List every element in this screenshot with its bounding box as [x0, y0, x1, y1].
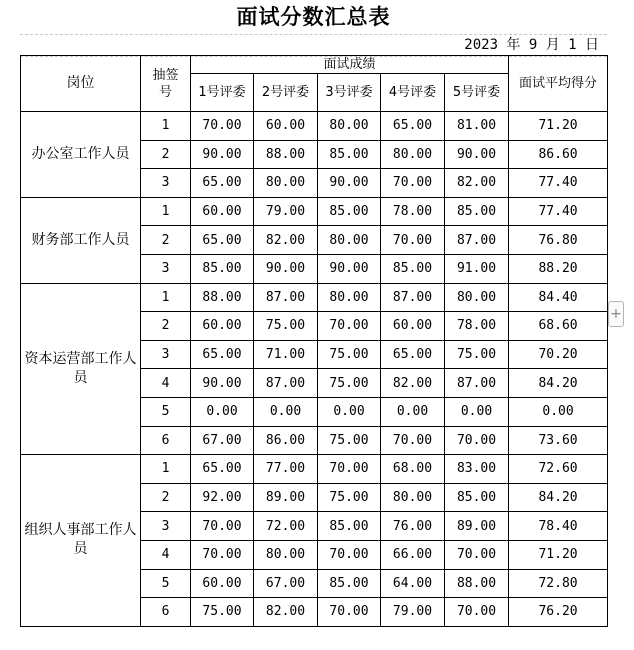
average-cell: 71.20: [509, 540, 608, 569]
lot-cell: 3: [141, 340, 191, 369]
judge-score-cell: 90.00: [318, 169, 381, 198]
judge-score-cell: 77.00: [254, 455, 318, 484]
judge-score-cell: 70.00: [191, 540, 254, 569]
average-cell: 84.40: [509, 283, 608, 312]
score-table: [20, 55, 608, 627]
judge-score-cell: 79.00: [381, 598, 445, 627]
judge-score-cell: 70.00: [445, 426, 509, 455]
position-cell: 组织人事部工作人员: [21, 455, 141, 627]
average-cell: 72.60: [509, 455, 608, 484]
lot-cell: 5: [141, 397, 191, 426]
judge-score-cell: 60.00: [191, 197, 254, 226]
judge-score-cell: 70.00: [191, 512, 254, 541]
judge-score-cell: 87.00: [254, 283, 318, 312]
judge-score-cell: 65.00: [191, 169, 254, 198]
judge-score-cell: 82.00: [254, 598, 318, 627]
judge-score-cell: 88.00: [445, 569, 509, 598]
header-judge-3: 3号评委: [318, 74, 381, 112]
average-cell: 71.20: [509, 112, 608, 141]
lot-cell: 3: [141, 254, 191, 283]
average-cell: 77.40: [509, 169, 608, 198]
average-cell: 68.60: [509, 312, 608, 341]
judge-score-cell: 75.00: [318, 340, 381, 369]
judge-score-cell: 75.00: [191, 598, 254, 627]
table-row: [21, 197, 608, 226]
judge-score-cell: 85.00: [318, 140, 381, 169]
judge-score-cell: 68.00: [381, 455, 445, 484]
judge-score-cell: 70.00: [318, 455, 381, 484]
judge-score-cell: 90.00: [191, 140, 254, 169]
judge-score-cell: 79.00: [254, 197, 318, 226]
lot-cell: 3: [141, 169, 191, 198]
judge-score-cell: 85.00: [445, 197, 509, 226]
average-cell: 0.00: [509, 397, 608, 426]
judge-score-cell: 80.00: [254, 540, 318, 569]
lot-cell: 3: [141, 512, 191, 541]
average-cell: 76.20: [509, 598, 608, 627]
header-judge-4: 4号评委: [381, 74, 445, 112]
judge-score-cell: 65.00: [381, 112, 445, 141]
judge-score-cell: 65.00: [191, 226, 254, 255]
judge-score-cell: 75.00: [318, 483, 381, 512]
judge-score-cell: 80.00: [318, 112, 381, 141]
judge-score-cell: 67.00: [191, 426, 254, 455]
judge-score-cell: 89.00: [445, 512, 509, 541]
lot-cell: 4: [141, 540, 191, 569]
header-judge-5: 5号评委: [445, 74, 509, 112]
judge-score-cell: 85.00: [318, 512, 381, 541]
lot-cell: 4: [141, 369, 191, 398]
average-cell: 72.80: [509, 569, 608, 598]
judge-score-cell: 85.00: [318, 197, 381, 226]
judge-score-cell: 87.00: [381, 283, 445, 312]
judge-score-cell: 81.00: [445, 112, 509, 141]
judge-score-cell: 70.00: [381, 169, 445, 198]
judge-score-cell: 90.00: [191, 369, 254, 398]
judge-score-cell: 80.00: [381, 483, 445, 512]
table-row: [21, 283, 608, 312]
judge-score-cell: 78.00: [381, 197, 445, 226]
judge-score-cell: 0.00: [254, 397, 318, 426]
header-lot: 抽签号: [141, 56, 191, 112]
score-table-body: [21, 112, 608, 627]
judge-score-cell: 80.00: [254, 169, 318, 198]
lot-cell: 5: [141, 569, 191, 598]
average-cell: 73.60: [509, 426, 608, 455]
judge-score-cell: 88.00: [191, 283, 254, 312]
judge-score-cell: 65.00: [191, 340, 254, 369]
judge-score-cell: 91.00: [445, 254, 509, 283]
judge-score-cell: 65.00: [381, 340, 445, 369]
judge-score-cell: 85.00: [318, 569, 381, 598]
judge-score-cell: 75.00: [445, 340, 509, 369]
judge-score-cell: 85.00: [445, 483, 509, 512]
judge-score-cell: 86.00: [254, 426, 318, 455]
judge-score-cell: 85.00: [381, 254, 445, 283]
lot-cell: 1: [141, 455, 191, 484]
position-cell: 办公室工作人员: [21, 112, 141, 198]
score-sheet: [20, 0, 607, 620]
table-row: [21, 455, 608, 484]
date-row: [20, 34, 607, 57]
judge-score-cell: 75.00: [318, 369, 381, 398]
judge-score-cell: 82.00: [254, 226, 318, 255]
judge-score-cell: 71.00: [254, 340, 318, 369]
judge-score-cell: 70.00: [445, 540, 509, 569]
judge-score-cell: 60.00: [191, 312, 254, 341]
lot-cell: 1: [141, 283, 191, 312]
judge-score-cell: 0.00: [191, 397, 254, 426]
judge-score-cell: 82.00: [445, 169, 509, 198]
average-cell: 84.20: [509, 369, 608, 398]
table-row: [21, 112, 608, 141]
judge-score-cell: 70.00: [381, 426, 445, 455]
average-cell: 78.40: [509, 512, 608, 541]
judge-score-cell: 70.00: [318, 540, 381, 569]
judge-score-cell: 82.00: [381, 369, 445, 398]
judge-score-cell: 0.00: [318, 397, 381, 426]
judge-score-cell: 87.00: [445, 226, 509, 255]
judge-score-cell: 75.00: [318, 426, 381, 455]
judge-score-cell: 80.00: [445, 283, 509, 312]
judge-score-cell: 64.00: [381, 569, 445, 598]
judge-score-cell: 0.00: [445, 397, 509, 426]
judge-score-cell: 70.00: [445, 598, 509, 627]
judge-score-cell: 90.00: [318, 254, 381, 283]
judge-score-cell: 92.00: [191, 483, 254, 512]
judge-score-cell: 80.00: [318, 226, 381, 255]
judge-score-cell: 87.00: [445, 369, 509, 398]
lot-cell: 6: [141, 598, 191, 627]
judge-score-cell: 80.00: [318, 283, 381, 312]
sheet-title: 面试分数汇总表: [236, 4, 391, 29]
judge-score-cell: 83.00: [445, 455, 509, 484]
lot-cell: 1: [141, 112, 191, 141]
judge-score-cell: 67.00: [254, 569, 318, 598]
average-cell: 84.20: [509, 483, 608, 512]
sheet-date: 2023 年 9 月 1 日: [464, 37, 599, 53]
judge-score-cell: 89.00: [254, 483, 318, 512]
lot-cell: 2: [141, 312, 191, 341]
average-cell: 86.60: [509, 140, 608, 169]
judge-score-cell: 87.00: [254, 369, 318, 398]
header-judge-2: 2号评委: [254, 74, 318, 112]
judge-score-cell: 90.00: [254, 254, 318, 283]
judge-score-cell: 75.00: [254, 312, 318, 341]
judge-score-cell: 90.00: [445, 140, 509, 169]
judge-score-cell: 70.00: [381, 226, 445, 255]
add-column-button[interactable]: +: [608, 301, 624, 327]
average-cell: 88.20: [509, 254, 608, 283]
judge-score-cell: 72.00: [254, 512, 318, 541]
judge-score-cell: 78.00: [445, 312, 509, 341]
judge-score-cell: 70.00: [318, 312, 381, 341]
judge-score-cell: 60.00: [381, 312, 445, 341]
judge-score-cell: 80.00: [381, 140, 445, 169]
judge-score-cell: 70.00: [191, 112, 254, 141]
header-judge-1: 1号评委: [191, 74, 254, 112]
judge-score-cell: 0.00: [381, 397, 445, 426]
judge-score-cell: 60.00: [191, 569, 254, 598]
judge-score-cell: 65.00: [191, 455, 254, 484]
judge-score-cell: 76.00: [381, 512, 445, 541]
judge-score-cell: 88.00: [254, 140, 318, 169]
lot-cell: 2: [141, 140, 191, 169]
header-scores-group: 面试成绩: [191, 56, 509, 74]
lot-cell: 2: [141, 226, 191, 255]
average-cell: 77.40: [509, 197, 608, 226]
header-position: 岗位: [21, 56, 141, 112]
judge-score-cell: 60.00: [254, 112, 318, 141]
lot-cell: 2: [141, 483, 191, 512]
average-cell: 70.20: [509, 340, 608, 369]
judge-score-cell: 70.00: [318, 598, 381, 627]
judge-score-cell: 66.00: [381, 540, 445, 569]
judge-score-cell: 85.00: [191, 254, 254, 283]
average-cell: 76.80: [509, 226, 608, 255]
lot-cell: 1: [141, 197, 191, 226]
header-average: 面试平均得分: [509, 56, 608, 112]
position-cell: 资本运营部工作人员: [21, 283, 141, 455]
position-cell: 财务部工作人员: [21, 197, 141, 283]
lot-cell: 6: [141, 426, 191, 455]
